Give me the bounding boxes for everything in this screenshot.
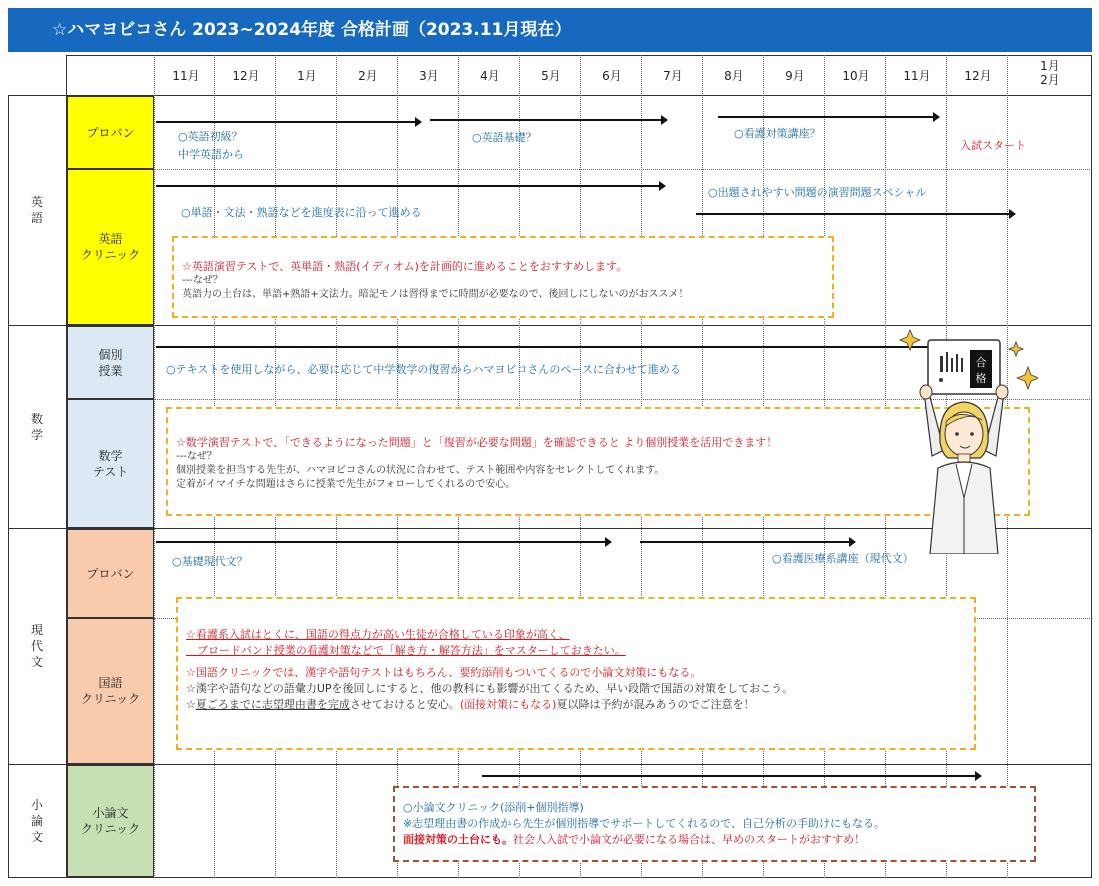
category-math-individual: 個別 授業 (67, 326, 154, 399)
month-header: 4月 (480, 69, 500, 83)
note-math-text: ○テキストを使用しながら、必要に応じて中学数学の復習からハマヨビコさんのペースに合わせて進める (166, 363, 681, 376)
english-advice-body: 英語力の土台は、単語+熟語+文法力。暗記モノは習得までに時間が必要なので、後回しにしないのがおススメ！ (182, 289, 689, 300)
japanese-advice-line: ☆看護系入試はとくに、国語の得点力が高い生徒が合格している印象が高く、 (186, 628, 570, 641)
note-nursing-modern: ○看護医療系講座（現代文） (772, 552, 914, 565)
timeline-arrow (482, 775, 976, 777)
text-fragment: させておけると安心。 (349, 698, 460, 711)
month-header: 11月 (172, 69, 200, 83)
english-advice-why: ---なぜ？ (182, 275, 223, 286)
japanese-advice-line: ブロードバンド授業の看護対策などで「解き方・解答方法」をマスターしておきたい。 (186, 644, 626, 657)
note-english-basic: ○英語基礎？ (472, 131, 537, 144)
essay-advice-box (393, 786, 1036, 862)
japanese-advice-box (176, 597, 976, 750)
essay-advice-line (403, 832, 1026, 848)
month-header: 12月 (964, 69, 992, 83)
svg-text:格: 格 (975, 372, 987, 385)
math-advice-headline: ☆数学演習テストで、「できるようになった問題」と「復習が必要な問題」を確認できると より個別授業を活用できます！ (176, 436, 778, 449)
category-japanese-clinic: 国語 クリニック (67, 618, 154, 764)
page-title: ☆ハマヨビコさん 2023~2024年度 合格計画（2023.11月現在） (8, 8, 1092, 52)
month-header: 8月 (724, 69, 744, 83)
modern-divider (8, 764, 1092, 765)
text-fragment: 面接対策の土台にも。 (403, 833, 513, 846)
category-essay-clinic: 小論文 クリニック (67, 765, 154, 877)
essay-advice-line: ○小論文クリニック(添削+個別指導) (403, 801, 584, 814)
row-divider (154, 169, 1092, 170)
english-advice-box (172, 236, 834, 318)
note-exam-start: 入試スタート (960, 139, 1026, 152)
text-fragment: ☆ (186, 698, 196, 711)
grid-bottom-border (8, 877, 1092, 878)
japanese-advice-line: ☆国語クリニックでは、漢字や語句テストはもちろん、要約添削もついてくるので小論文対策にもなる。 (186, 666, 702, 679)
note-modern-basic: ○基礎現代文？ (172, 555, 248, 568)
grid-top-border (66, 55, 1092, 56)
japanese-advice-line: ☆漢字や語句などの語彙力UPを後回しにすると、他の教科にも影響が出てくるため、早い段階で国語の対策をしておこう。 (186, 682, 794, 695)
note-english-beginner: ○英語初級？ (178, 130, 243, 143)
timeline-arrow (156, 346, 936, 348)
subject-modern-japanese: 現 代 文 (30, 623, 43, 669)
text-fragment: 社会人入試で小論文が必要になる場合は、早めのスタートがおすすめ！ (513, 833, 866, 846)
sparkle-icon (900, 330, 920, 350)
subject-english: 英 語 (30, 195, 43, 225)
timeline-arrow (696, 213, 1010, 215)
category-english-clinic: 英語 クリニック (67, 169, 154, 325)
sparkle-icon (1009, 342, 1023, 356)
subject-essay: 小 論 文 (30, 797, 43, 844)
month-header: 1月 2月 (1040, 59, 1060, 87)
math-advice-body-2: 定着がイマイチな問題はさらに授業で先生がフォローしてくれるので安心。 (176, 479, 516, 490)
grid-right-border (1091, 55, 1092, 878)
japanese-advice-line (186, 697, 966, 713)
student-illustration (888, 322, 1038, 554)
month-header: 12月 (232, 69, 260, 83)
math-advice-why: ---なぜ？ (176, 451, 217, 462)
category-math-test: 数学 テスト (67, 399, 154, 528)
text-fragment: (面接対策にもなる) (459, 698, 557, 711)
subject-math: 数 学 (30, 411, 43, 442)
month-header: 1月 (297, 69, 317, 83)
timeline-arrow (156, 121, 416, 123)
english-advice-headline: ☆英語演習テストで、英単語・熟語(イディオム)を計画的に進めることをおすすめします。 (182, 260, 628, 273)
header-divider (8, 95, 1092, 96)
note-english-special: ○出題されやすい問題の演習問題スペシャル (708, 186, 927, 199)
timeline-arrow (430, 119, 662, 121)
timeline-arrow (156, 185, 660, 187)
category-modern-propan: プロバン (67, 529, 154, 618)
month-header: 6月 (602, 69, 622, 83)
timeline-arrow (640, 541, 850, 543)
month-header: 7月 (663, 69, 683, 83)
timeline-arrow (718, 116, 934, 118)
month-header: 2月 (358, 69, 378, 83)
category-english-propan: プロバン (67, 96, 154, 169)
note-nursing-course: ○看護対策講座？ (734, 127, 821, 140)
month-header: 10月 (842, 69, 870, 83)
svg-text:合: 合 (975, 356, 987, 369)
sparkle-icon (1017, 367, 1038, 389)
text-fragment: 夏ごろまでに志望理由書を完成 (195, 698, 350, 711)
month-header: 9月 (785, 69, 805, 83)
essay-advice-line: ※志望理由書の作成から先生が個別指導でサポートしてくれるので、自己分析の手助けにもなる。 (403, 817, 885, 830)
timeline-arrow (156, 541, 606, 543)
math-advice-body: 個別授業を担当する先生が、ハマヨビコさんの状況に合わせて、テスト範囲や内容をセレクトしてくれます。 (176, 465, 665, 476)
note-english-vocab: ○単語・文法・熟語などを進度表に沿って進める (181, 206, 422, 219)
month-header: 11月 (903, 69, 931, 83)
text-fragment: 夏以降は予約が混みあうのでご注意を！ (556, 698, 755, 711)
month-header: 5月 (541, 69, 561, 83)
note-english-beginner-sub: 中学英語から (178, 148, 244, 161)
month-header: 3月 (419, 69, 439, 83)
